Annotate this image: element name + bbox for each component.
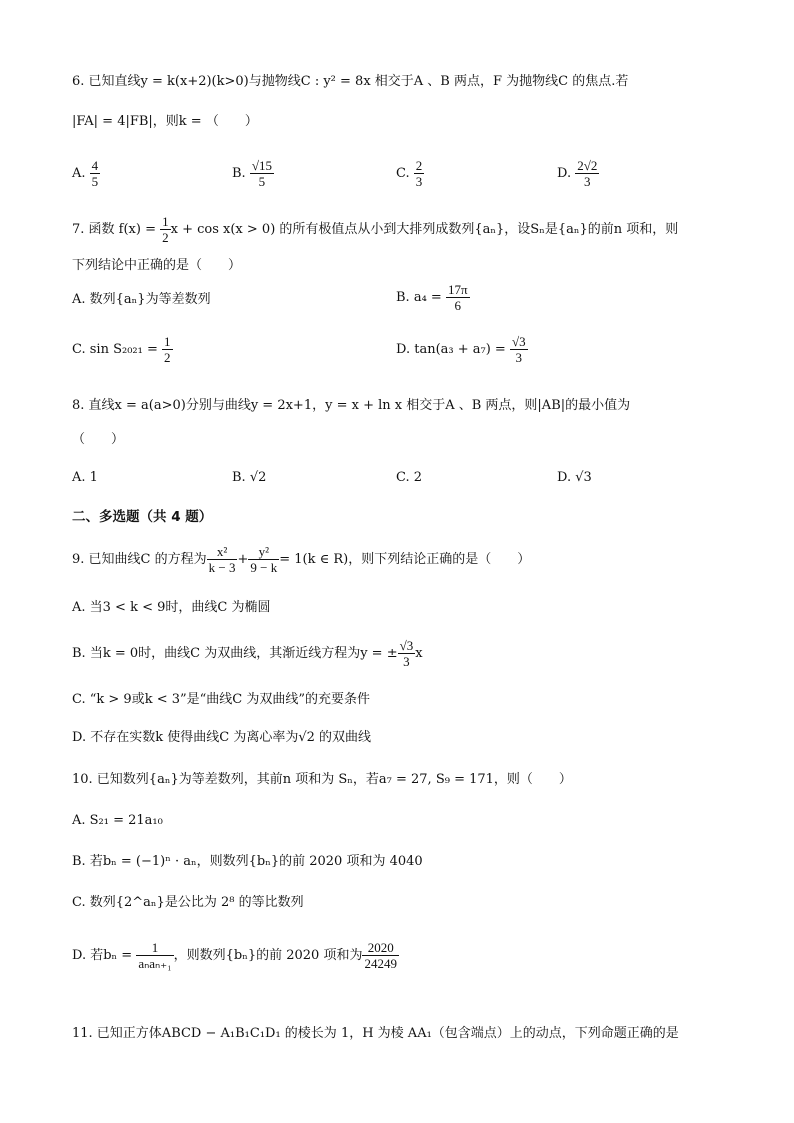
- q6-option-c-fraction: $\frac{2}{3}$: [415, 158, 423, 189]
- section-heading-multiple-choice: 二、多选题（共 4 题）: [72, 509, 213, 525]
- q6-option-b-fraction: $\frac{√15}{5}$: [251, 158, 272, 189]
- q6-option-a-fraction: $\frac{4}{5}$: [91, 158, 99, 189]
- q7-stem-line1: 7. 函数 f(x) = $\frac{1}{2}$ x + cos x(x > 0) 的所有极值点从小到大排列成数列{aₙ}，设Sₙ是{aₙ}的前n 项和，则: [72, 214, 679, 245]
- q7-half-fraction: $\frac{1}{2}$: [162, 214, 169, 245]
- q10-option-d: D. 若bₙ = $\frac{1}{\text{aₙaₙ₊₁}}$ ，则数列{bₙ}的前 2020 项和为 $\frac{2020}{24249}$: [72, 940, 397, 971]
- q10-option-d-result-fraction: $\frac{2020}{24249}$: [364, 940, 397, 971]
- q6-stem-line2: |FA| = 4|FB|，则k = （ ）: [72, 114, 258, 129]
- q9-stem: 9. 已知曲线C 的方程为 $\frac{\text{x²}}{k - 3}$ + $\frac{\text{y²}}{9 - k}$ = 1(k ∈ R)，则下列结论正确的是（ ）: [72, 544, 531, 575]
- q10-option-a: A. S₂₁ = 21a₁₀: [72, 813, 163, 828]
- q8-option-b: B. √2: [232, 470, 267, 485]
- q7-option-c: C. sin S₂₀₂₁ = $\frac{1}{2}$: [72, 334, 171, 365]
- q8-stem-line1: 8. 直线x = a(a>0)分别与曲线y = 2x+1，y = x + ln x 相交于A 、B 两点，则|AB|的最小值为: [72, 398, 631, 413]
- q10-stem: 10. 已知数列{aₙ}为等差数列，其前n 项和为 Sₙ，若a₇ = 27, S₉ = 171，则（ ）: [72, 772, 572, 787]
- q6-option-c: C. $\frac{2}{3}$: [396, 158, 423, 189]
- q8-option-c: C. 2: [396, 470, 423, 485]
- q9-frac-y: $\frac{\text{y²}}{9 - k}$: [250, 544, 278, 575]
- q7-option-d-fraction: $\frac{√3}{3}$: [511, 334, 526, 365]
- q7-option-d: D. tan(a₃ + a₇) = $\frac{√3}{3}$: [396, 334, 526, 365]
- q8-option-a: A. 1: [72, 470, 98, 485]
- q7-option-b: B. a₄ = $\frac{17\pi}{6}$: [396, 282, 468, 313]
- q9-option-c: C. “k > 9或k < 3”是“曲线C 为双曲线”的充要条件: [72, 692, 371, 707]
- q11-stem: 11. 已知正方体ABCD − A₁B₁C₁D₁ 的棱长为 1，H 为棱 AA₁（包含端点）上的动点，下列命题正确的是: [72, 1026, 679, 1041]
- q10-option-c: C. 数列{2^aₙ}是公比为 2⁸ 的等比数列: [72, 895, 304, 910]
- q7-stem-line2: 下列结论中正确的是（ ）: [72, 258, 242, 273]
- q7-option-b-fraction: $\frac{17\pi}{6}$: [447, 282, 468, 313]
- q7-option-a: A. 数列{aₙ}为等差数列: [72, 292, 211, 307]
- q10-option-d-fraction: $\frac{1}{\text{aₙaₙ₊₁}}$: [138, 940, 172, 971]
- q7-option-c-fraction: $\frac{1}{2}$: [164, 334, 171, 365]
- q6-stem-line1: 6. 已知直线y = k(x+2)(k>0)与抛物线C : y² = 8x 相交于A 、B 两点，F 为抛物线C 的焦点.若: [72, 74, 629, 89]
- q6-option-d-fraction: $\frac{2√2}{3}$: [577, 158, 598, 189]
- q6-option-a: A. $\frac{4}{5}$: [72, 158, 99, 189]
- q6-option-b: B. $\frac{√15}{5}$: [232, 158, 272, 189]
- q9-option-d: D. 不存在实数k 使得曲线C 为离心率为√2 的双曲线: [72, 730, 372, 745]
- q8-stem-line2: （ ）: [72, 432, 125, 447]
- q8-option-d: D. √3: [557, 470, 592, 485]
- q9-option-a: A. 当3 < k < 9时，曲线C 为椭圆: [72, 600, 271, 615]
- q6-option-d: D. $\frac{2√2}{3}$: [557, 158, 598, 189]
- q9-option-b-fraction: $\frac{√3}{3}$: [399, 638, 414, 669]
- q9-frac-x: $\frac{\text{x²}}{k - 3}$: [208, 544, 236, 575]
- q10-option-b: B. 若bₙ = (−1)ⁿ · aₙ，则数列{bₙ}的前 2020 项和为 4040: [72, 854, 423, 869]
- q9-option-b: B. 当k = 0时，曲线C 为双曲线，其渐近线方程为y = ± $\frac{√3}{3}$ x: [72, 638, 423, 669]
